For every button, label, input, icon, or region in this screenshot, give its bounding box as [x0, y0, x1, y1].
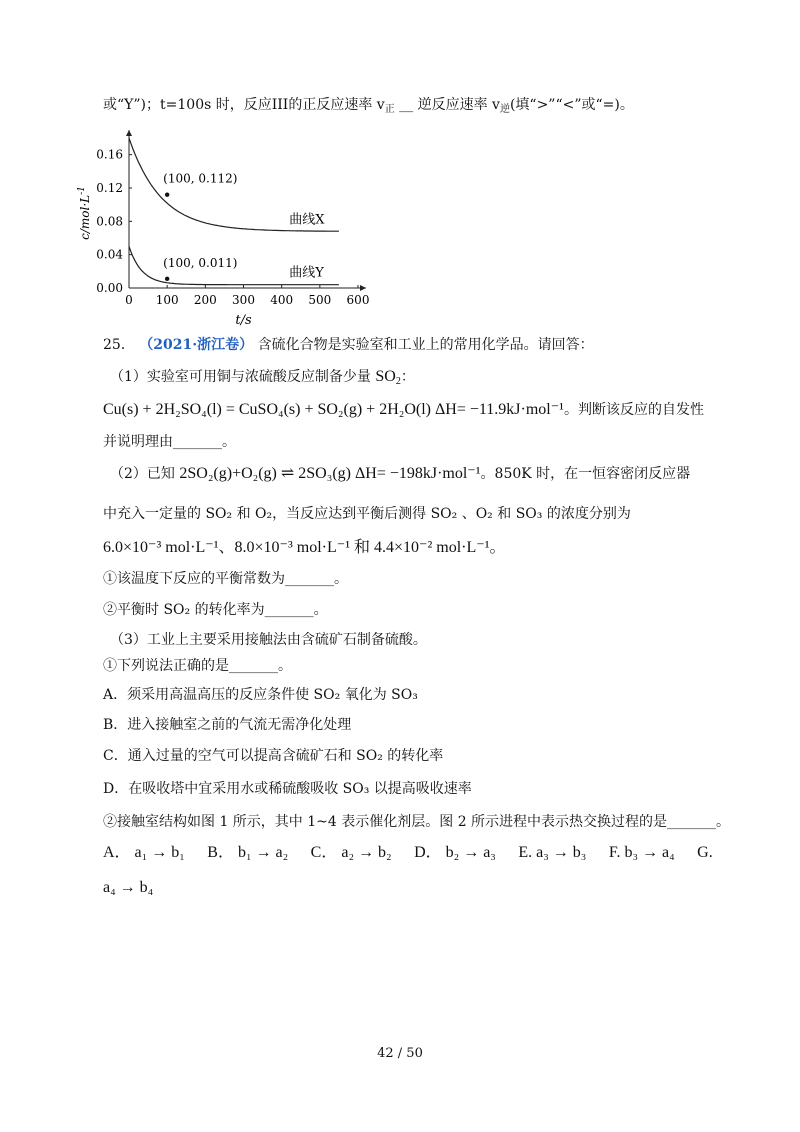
p2c-text: 6.0×10⁻³ mol·L⁻¹、8.0×10⁻³ mol·L⁻¹ 和 4.4×10⁻² mol·L⁻¹。 — [103, 539, 506, 556]
q25-p2c — [103, 537, 506, 559]
p1-text: （1）实验室可用铜与浓硫酸反应制备少量 — [110, 369, 371, 385]
header-text: 或“Y”)；t=100s 时，反应III的正反应速率 v — [103, 97, 385, 113]
x-tick-label: 400 — [270, 293, 294, 307]
p1b-text: 并说明理由_______。 — [103, 434, 236, 450]
choice-a: A． a₁ → b₁ — [103, 844, 185, 861]
y-tick-label: 0.04 — [96, 247, 123, 262]
y-tick-label: 0.08 — [96, 214, 123, 229]
q-intro: 含硫化合物是实验室和工业上的常用化学品。请回答： — [257, 337, 594, 353]
q3-2-text: ②接触室结构如图 1 所示，其中 1~4 表示催化剂层。图 2 所示进程中表示热交换过程的是_______。 — [103, 814, 731, 830]
choice-g-text: a₄ → b₄ — [103, 879, 154, 896]
q2-1-text: ①该温度下反应的平衡常数为_______。 — [103, 571, 348, 587]
y-axis-label: $c/mol\cdot L^{-1}$ — [77, 186, 92, 240]
choices-row — [103, 842, 731, 864]
so2-formula: $SO_2$ — [375, 368, 401, 387]
series-label-1: 曲线X — [289, 212, 325, 228]
x-tick-label: 500 — [308, 293, 332, 307]
q25-p2 — [110, 463, 690, 485]
x-tick-label: 100 — [155, 293, 179, 307]
q25-q3-1 — [103, 655, 292, 677]
option-a — [103, 684, 418, 706]
option-a-text: A．须采用高温高压的反应条件使 SO₂ 氧化为 SO₃ — [103, 687, 418, 703]
x-axis-label: t/s — [235, 313, 252, 328]
equation-2: 2SO₂(g)+O₂(g) ⇌ 2SO₃(g) ΔH= −198kJ·mol⁻¹ — [179, 465, 481, 482]
option-b-text: B．进入接触室之前的气流无需净化处理 — [103, 717, 352, 733]
q25-q2-1 — [103, 568, 348, 590]
y-tick-label: 0.12 — [96, 181, 123, 195]
q25-header — [103, 334, 594, 356]
x-tick-label: 300 — [232, 293, 255, 307]
concentration-chart — [75, 122, 375, 337]
option-d-text: D．在吸收塔中宜采用水或稀硫酸吸收 SO₃ 以提高吸收速率 — [103, 781, 472, 797]
choice-d: D． b₂ → a₃ — [414, 844, 496, 861]
x-tick-label: 600 — [346, 293, 370, 307]
option-d — [103, 778, 472, 800]
header-mid: 逆反应速率 v — [417, 97, 500, 113]
choice-c: C． a₂ → b₂ — [310, 844, 392, 861]
chart-annotations — [163, 172, 237, 281]
header-tail: (填“>”“<”或“=)。 — [509, 97, 634, 113]
q25-q3-2 — [103, 811, 730, 833]
eq1-tail: 。判断该反应的自发性 — [563, 402, 704, 418]
q25-p1: （1）实验室可用铜与浓硫酸反应制备少量 $SO_2$： — [110, 368, 415, 387]
x-axis-arrow — [360, 285, 366, 291]
y-axis-label-sup: -1 — [77, 186, 87, 195]
annotation-point-1 — [165, 192, 169, 196]
series-label-2: 曲线Y — [289, 265, 324, 281]
q25-q2-2 — [103, 599, 328, 621]
header-line — [103, 94, 634, 121]
x-tick-label: 200 — [193, 293, 217, 307]
page-number: 42 / 50 — [377, 1046, 423, 1061]
sub-zheng: 正 — [384, 104, 395, 115]
option-c — [103, 745, 443, 767]
chart-axes — [126, 130, 366, 291]
q2-2-text: ②平衡时 SO₂ 的转化率为_______。 — [103, 602, 328, 618]
annotation-point-2 — [165, 277, 169, 281]
choice-g: G. — [697, 844, 713, 861]
p2-tail: 。850K 时，在一恒容密闭反应器 — [480, 466, 691, 482]
y-axis-arrow — [126, 130, 132, 136]
q25-p3 — [110, 629, 427, 651]
p2b-text: 中充入一定量的 SO₂ 和 O₂，当反应达到平衡后测得 SO₂ 、O₂ 和 SO₃ 的浓度分别为 — [103, 506, 631, 522]
choice-f: F. b₃ → a₄ — [608, 844, 675, 861]
option-c-text: C．通入过量的空气可以提高含硫矿石和 SO₂ 的转化率 — [103, 748, 444, 764]
p2-text: （2）已知 — [110, 466, 175, 482]
q25-p1b — [103, 431, 236, 453]
p3-text: （3）工业上主要采用接触法由含硫矿石制备硫酸。 — [110, 632, 427, 648]
q25-eq1 — [103, 399, 704, 421]
q-number: 25． — [103, 337, 135, 353]
y-tick-label: 0.16 — [96, 147, 123, 162]
option-b — [103, 714, 351, 736]
blank: __ — [399, 97, 414, 113]
annotation-label-2: (100, 0.011) — [163, 255, 238, 270]
equation-1: Cu(s) + 2H₂SO₄(l) = CuSO₄(s) + SO₂(g) + 2H₂O(l) ΔH= −11.9kJ·mol⁻¹ — [103, 401, 564, 418]
choice-e: E. a₃ → b₃ — [518, 844, 587, 861]
sub-ni: 逆 — [499, 104, 510, 115]
q25-p2b — [103, 503, 631, 525]
choice-g-value — [103, 877, 153, 899]
y-tick-label: 0.00 — [96, 281, 123, 295]
q-source: （2021·浙江卷） — [139, 337, 254, 353]
annotation-label-1: (100, 0.112) — [163, 171, 238, 186]
q3-1-text: ①下列说法正确的是_______。 — [103, 658, 292, 674]
choice-b: B． b₁ → a₂ — [207, 844, 289, 861]
x-tick-label: 0 — [125, 293, 133, 307]
